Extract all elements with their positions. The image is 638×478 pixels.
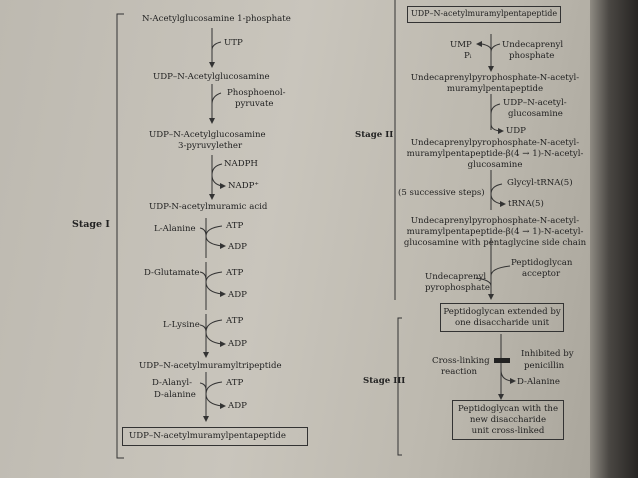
crosslinked-peptidoglycan-box — [452, 400, 564, 440]
phosphoenolpyruvate-1: Phosphoenol- — [227, 88, 286, 98]
crosslinked-2: new disaccharide — [469, 415, 547, 425]
stage1-bracket — [117, 14, 124, 458]
undec-pp-disaccharide-2: muramylpentapeptide-β(4 → 1)-N-acetyl- — [406, 149, 584, 159]
pentaglycine-2: muramylpentapeptide-β(4 → 1)-N-acetyl- — [406, 227, 584, 237]
glycyl-trna-label: Glycyl-tRNA(5) — [507, 178, 573, 188]
d-alanine-label: D-alanine — [154, 390, 196, 400]
crosslinked-1: Peptidoglycan with the — [457, 404, 559, 414]
d-alanine-released: D-Alanine — [517, 377, 560, 387]
l-lysine-label: L-Lysine — [163, 320, 200, 330]
l-alanine-label: L-Alanine — [154, 224, 196, 234]
pentaglycine-3: glucosamine with pentaglycine side chain — [403, 238, 587, 248]
nadph-label: NADPH — [224, 159, 258, 169]
inhibition-bar — [494, 358, 510, 363]
udp-murnac-tripeptide: UDP–N-acetylmuramyltripeptide — [139, 361, 282, 371]
atp-3: ATP — [226, 316, 244, 326]
phosphoenolpyruvate-2: pyruvate — [235, 99, 274, 109]
extended-peptidoglycan-2: one disaccharide unit — [454, 318, 550, 328]
pi-label: Pᵢ — [464, 51, 472, 61]
cross-linking-label-1: Cross-linking — [432, 356, 490, 366]
penicillin-label: penicillin — [524, 361, 565, 371]
cross-linking-label-2: reaction — [441, 367, 478, 377]
phosphate-label: phosphate — [509, 51, 555, 61]
adp-4: ADP — [228, 401, 247, 411]
peptidoglycan-acceptor-2: acceptor — [522, 269, 561, 279]
udp-n-acetylglucosamine: UDP–N-Acetylglucosamine — [153, 72, 270, 82]
udp-murnac-pentapeptide-2: UDP–N-acetylmuramylpentapeptide — [411, 9, 558, 18]
atp-2: ATP — [226, 268, 244, 278]
n-acetylglucosamine-1-phosphate: N-Acetylglucosamine 1-phosphate — [142, 14, 291, 24]
ump-label: UMP — [450, 40, 472, 50]
udp-murnac: UDP-N-acetylmuramic acid — [149, 202, 268, 212]
pentaglycine-1: Undecaprenylpyrophosphate-N-acetyl- — [410, 216, 580, 226]
stage1-label: Stage I — [72, 219, 110, 230]
trna-label: tRNA(5) — [508, 199, 544, 209]
peptidoglycan-acceptor-1: Peptidoglycan — [511, 258, 573, 268]
pentapeptide-box-stage1 — [122, 427, 308, 446]
atp-4: ATP — [226, 378, 244, 388]
stage2-label: Stage II — [355, 130, 394, 140]
inhibited-by-label: Inhibited by — [521, 349, 574, 359]
extended-peptidoglycan-box — [440, 303, 564, 332]
nadp-label: NADP⁺ — [228, 181, 259, 191]
undec-pp-murnac-1: Undecaprenylpyrophosphate-N-acetyl- — [410, 73, 580, 83]
udp-glcnac-pyruvylether-1: UDP–N-Acetylglucosamine — [149, 130, 266, 140]
adp-2: ADP — [228, 290, 247, 300]
udp-label: UDP — [506, 126, 526, 136]
utp-label: UTP — [224, 38, 243, 48]
adp-1: ADP — [228, 242, 247, 252]
adp-3: ADP — [228, 339, 247, 349]
extended-peptidoglycan-1: Peptidoglycan extended by — [443, 307, 561, 317]
stage3-label: Stage III — [363, 376, 406, 386]
pentapeptide-box-stage2 — [407, 6, 561, 23]
crosslinked-3: unit cross-linked — [471, 426, 545, 436]
undec-pp-murnac-2: muramylpentapeptide — [446, 84, 544, 94]
undec-pp-disaccharide-1: Undecaprenylpyrophosphate-N-acetyl- — [410, 138, 580, 148]
undec-pp-disaccharide-3: glucosamine — [467, 160, 523, 170]
udp-murnac-pentapeptide-1: UDP–N-acetylmuramylpentapeptide — [129, 431, 286, 441]
undecaprenyl-pp-1: Undecaprenyl — [425, 272, 487, 282]
d-glutamate-label: D-Glutamate — [144, 268, 200, 278]
udp-glcnac-label-1: UDP–N-acetyl- — [503, 98, 567, 108]
five-steps-label: (5 successive steps) — [398, 188, 485, 198]
undecaprenyl-label-1: Undecaprenyl — [502, 40, 564, 50]
udp-glcnac-label-2: glucosamine — [508, 109, 563, 119]
d-alanyl-label: D-Alanyl- — [152, 378, 193, 388]
atp-1: ATP — [226, 221, 244, 231]
udp-glcnac-pyruvylether-2: 3-pyruvylether — [178, 141, 243, 151]
stage3-bracket — [398, 318, 402, 455]
undecaprenyl-pp-2: pyrophosphate — [425, 283, 490, 293]
